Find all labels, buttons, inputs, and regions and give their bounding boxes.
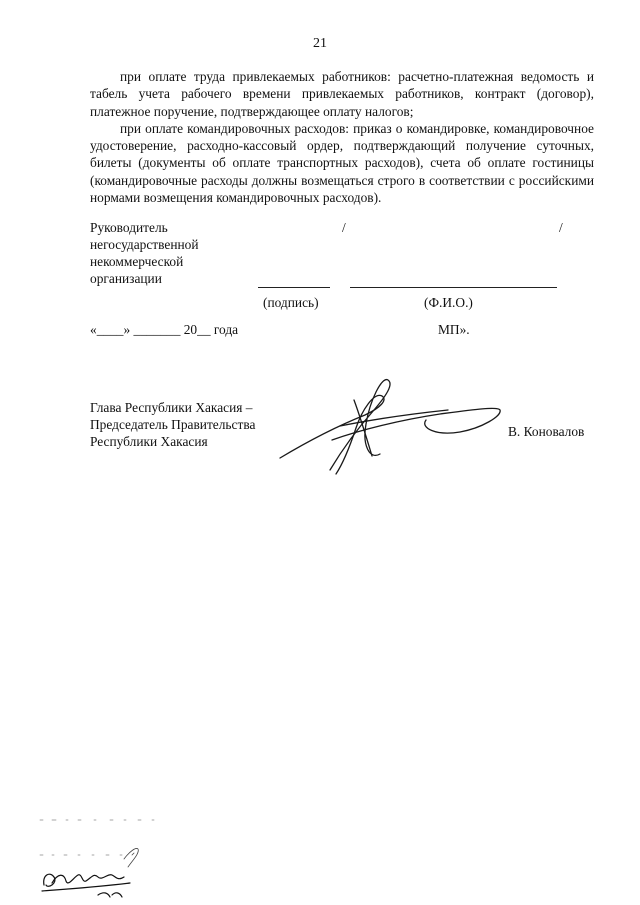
date-line: «____» _______ 20__ года [90,322,239,337]
signatory-title [90,399,255,450]
page-number: 21 [313,36,327,51]
fio-caption: (Ф.И.О.) [424,295,473,310]
signatory-title-line: Республики Хакасия [90,434,208,449]
approval-marks [38,815,168,900]
paragraph-labor-payment: при оплате труда привлекаемых работников: расчетно-платежная ведомость и табель учета рабочего времени привлекаемых работников, контракт (договор), платежное поручение, подтверждающее оплату налогов; [90,69,594,119]
slash-separator: / [342,220,346,235]
slash-separator: / [559,220,563,235]
paragraph-travel-expenses: при оплате командировочных расходов: приказ о командировке, командировочное удостоверение, расходно-кассовый ордер, подтверждающий получение суточных, билеты (документы об оплате транспортных расходов), счета об оплате гостиницы (командировочные расходы должны возмещаться строго в соответствии с российскими нормами возмещения командировочных расходов). [90,120,594,206]
signatory-title-line: Председатель Правительства [90,417,256,432]
signature-caption: (подпись) [263,295,319,310]
signatory-name: В. Коновалов [508,424,585,439]
signature-line [258,287,330,288]
role-line: некоммерческой [90,254,184,269]
role-line: Руководитель [90,220,168,235]
handwritten-signature [270,370,510,480]
fio-line [350,287,557,288]
role-label [90,219,199,287]
role-line: организации [90,271,162,286]
role-line: негосударственной [90,237,199,252]
signatory-title-line: Глава Республики Хакасия – [90,400,253,415]
body-text [90,68,594,206]
stamp-placeholder: МП». [438,322,470,337]
